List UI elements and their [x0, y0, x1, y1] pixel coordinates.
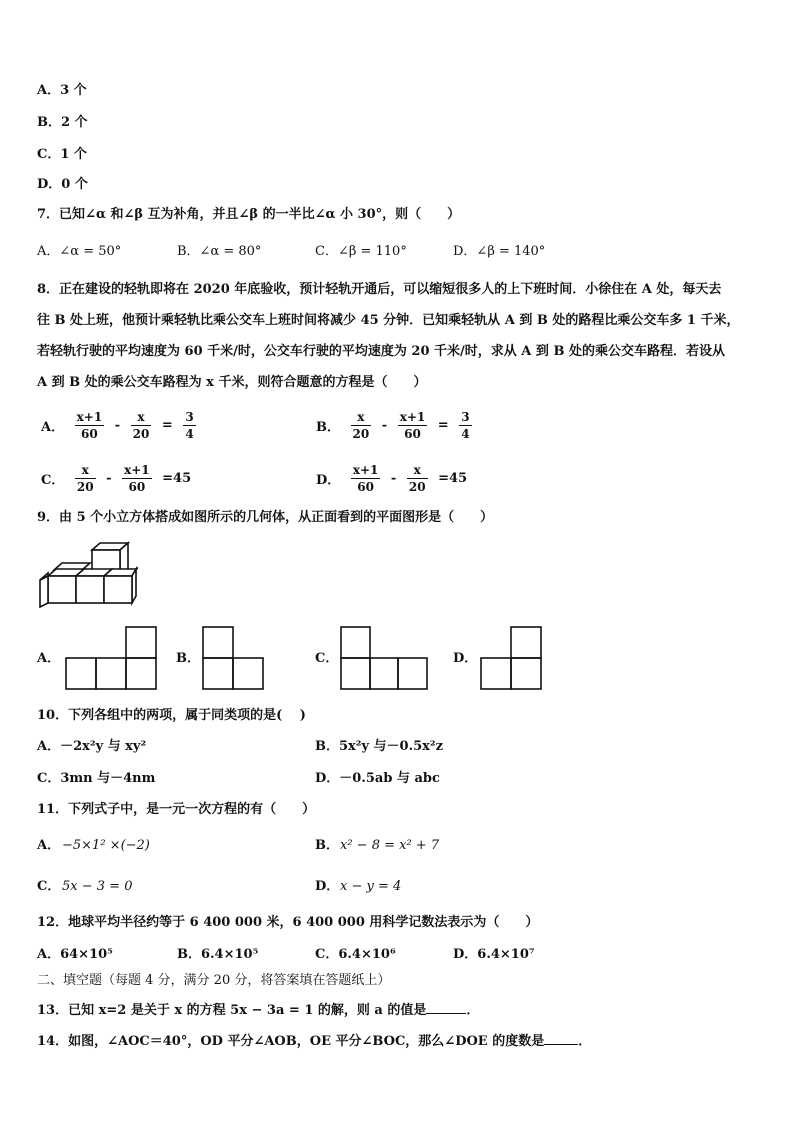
frac-numerator: 3	[185, 410, 194, 424]
q10-option-a: A．－2x²y 与 xy²	[37, 739, 147, 754]
minus-sign: -	[106, 471, 112, 486]
equals-sign: =	[161, 418, 173, 433]
q8-option-d	[312, 463, 471, 494]
q6-option-b: B．2 个	[37, 115, 88, 130]
q8-option-d-label: D．	[316, 473, 341, 488]
q11-option-d-expr: x − y = 4	[340, 879, 402, 894]
q8-line-4: A 到 B 处的乘公交车路程为 x 千米，则符合题意的方程是（ ）	[37, 375, 427, 390]
q8-option-c-label: C．	[41, 473, 65, 488]
q8-line-3: 若轻轨行驶的平均速度为 60 千米/时，公交车行驶的平均速度为 20 千米/时，求从 A 到 B 处的乘公交车路程．若设从	[37, 344, 725, 359]
q8-option-b	[312, 410, 474, 441]
q11-stem: 11．下列式子中，是一元一次方程的有（ ）	[37, 802, 316, 817]
q9-stem: 9．由 5 个小立方体搭成如图所示的几何体，从正面看到的平面图形是（ ）	[37, 510, 494, 525]
q13-text: 13．已知 x=2 是关于 x 的方程 5x − 3a = 1 的解，则 a 的值是	[37, 1003, 427, 1018]
q7-option-b: B．∠α = 80°	[177, 244, 262, 259]
minus-sign: -	[114, 418, 121, 433]
q14-text: 14．如图，∠AOC＝40°，OD 平分∠AOB，OE 平分∠BOC，那么∠DOE 的度数是	[37, 1034, 545, 1049]
q13-line	[37, 1001, 479, 1019]
q12-option-d: D．6.4×10⁷	[453, 947, 535, 962]
q8-line-1: 8．正在建设的轻轨即将在 2020 年底验收，预计轻轨开通后，可以缩短很多人的上下班时间．小徐住在 A 处，每天去	[37, 282, 722, 297]
q10-option-b: B．5x²y 与－0.5x²z	[315, 739, 444, 754]
frac-numerator: x	[75, 463, 96, 479]
q12-stem: 12．地球平均半径约等于 6 400 000 米，6 400 000 用科学记数法表示为（ ）	[37, 915, 539, 930]
q8-option-b-label: B．	[316, 420, 340, 435]
frac-denominator: 60	[81, 427, 98, 441]
q10-stem: 10．下列各组中的两项，属于同类项的是( )	[37, 708, 306, 723]
frac-denominator: 60	[128, 480, 146, 494]
equals-45: =45	[438, 471, 468, 486]
q9-option-a-label: A．	[37, 651, 61, 666]
q9-option-d-label: D．	[453, 651, 478, 666]
q11-option-b-label: B．	[315, 838, 339, 853]
q9-option-c-label: C．	[315, 651, 339, 666]
q8-option-a-label: A．	[41, 420, 65, 435]
q12-option-b: B．6.4×10⁵	[177, 947, 259, 962]
section-heading-fill-in: 二、填空题（每题 4 分，满分 20 分，将答案填在答题纸上）	[37, 973, 391, 988]
frac-denominator: 20	[76, 480, 94, 494]
q6-option-d: D．0 个	[37, 177, 88, 192]
q8-option-c	[37, 463, 195, 494]
frac-denominator: 20	[132, 427, 150, 441]
frac-numerator: 3	[461, 410, 470, 424]
frac-denominator: 4	[461, 427, 470, 441]
q11-option-c-label: C．	[37, 879, 61, 894]
equals-45: =45	[162, 471, 192, 486]
frac-denominator: 20	[352, 427, 370, 441]
q14-answer-blank[interactable]	[544, 1032, 578, 1045]
q7-option-c: C．∠β = 110°	[315, 244, 407, 259]
frac-numerator: x	[351, 410, 372, 426]
q7-option-a: A．∠α = 50°	[37, 244, 122, 259]
frac-numerator: x+1	[124, 463, 150, 477]
minus-sign: -	[381, 418, 388, 433]
q12-option-c: C．6.4×10⁶	[315, 947, 396, 962]
frac-denominator: 20	[408, 480, 426, 494]
q14-end: ．	[578, 1034, 592, 1049]
q9-option-c-figure	[339, 625, 429, 691]
q9-option-b-figure	[201, 625, 265, 691]
frac-numerator: x+1	[399, 410, 426, 424]
q10-option-c: C．3mn 与－4nm	[37, 771, 156, 786]
q13-answer-blank[interactable]	[426, 1001, 466, 1014]
q6-option-c: C．1 个	[37, 147, 87, 162]
q7-option-d: D．∠β = 140°	[453, 244, 546, 259]
q8-line-2: 往 B 处上班，他预计乘轻轨比乘公交车上班时间将减少 45 分钟．已知乘轻轨从 A 到 B 处的路程比乘公交车多 1 千米，	[37, 313, 740, 328]
minus-sign: -	[390, 471, 397, 486]
q11-option-b-expr: x² − 8 = x² + 7	[340, 838, 440, 853]
frac-numerator: x+1	[352, 463, 379, 477]
frac-numerator: x+1	[76, 410, 103, 424]
q11-option-a-label: A．	[37, 838, 61, 853]
q6-option-a: A．3 个	[37, 83, 87, 98]
q9-option-a-figure	[64, 625, 158, 691]
frac-denominator: 4	[185, 427, 194, 441]
q9-option-d-figure	[479, 625, 543, 691]
q7-stem: 7．已知∠α 和∠β 互为补角，并且∠β 的一半比∠α 小 30°，则（ ）	[37, 207, 461, 222]
q12-option-a: A．64×10⁵	[37, 947, 113, 962]
q11-option-d-label: D．	[315, 879, 340, 894]
q14-line	[37, 1032, 591, 1050]
frac-denominator: 60	[357, 480, 374, 494]
frac-numerator: x	[131, 410, 152, 426]
cube-stack-figure	[36, 540, 138, 608]
q10-option-d: D．－0.5ab 与 abc	[315, 771, 440, 786]
q11-option-a-expr: −5×1² ×(−2)	[62, 838, 150, 853]
q9-option-b-label: B．	[176, 651, 200, 666]
q11-option-c-expr: 5x − 3 = 0	[62, 879, 133, 894]
equals-sign: =	[437, 418, 449, 433]
q8-option-a	[37, 410, 198, 441]
q13-end: ．	[466, 1003, 480, 1018]
frac-numerator: x	[407, 463, 428, 479]
frac-denominator: 60	[404, 427, 421, 441]
